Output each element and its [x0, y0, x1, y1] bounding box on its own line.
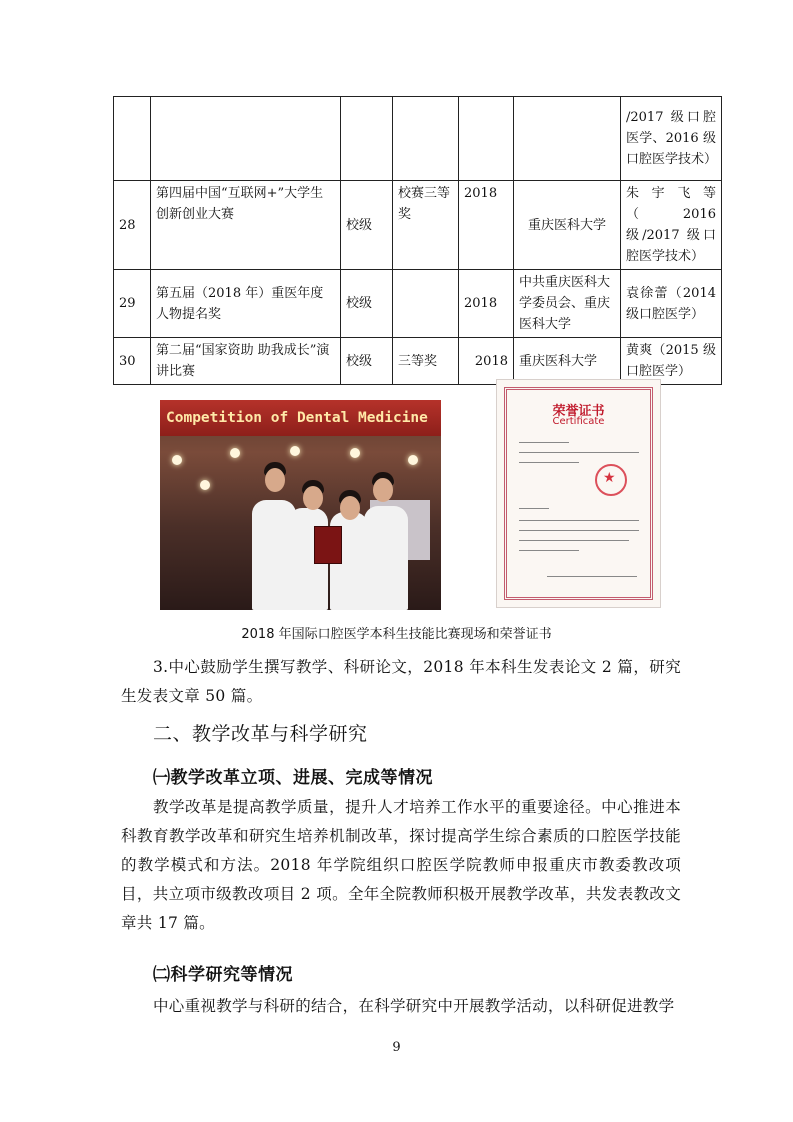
- cell-org: 中共重庆医科大学委员会、重庆医科大学: [514, 270, 621, 338]
- honor-certificate: 荣誉证书 Certificate ★: [496, 379, 661, 608]
- table-row: [114, 181, 722, 270]
- cell-year: 2018: [459, 338, 514, 385]
- cell-no: 29: [114, 270, 151, 338]
- cell-org: 重庆医科大学: [514, 181, 621, 270]
- award-booklet: [314, 526, 342, 564]
- awards-table: [113, 96, 722, 385]
- cell-no: [114, 97, 151, 181]
- paragraph: 3.中心鼓励学生撰写教学、科研论文，2018 年本科生发表论文 2 篇，研究生发表文章 50 篇。: [121, 658, 681, 705]
- table-row: [114, 270, 722, 338]
- subsection-heading: ㈡科学研究等情况: [153, 965, 293, 985]
- cell-no: 30: [114, 338, 151, 385]
- photo-banner: Competition of Dental Medicine: [160, 400, 441, 436]
- table-row: [114, 97, 722, 181]
- paragraph: 中心重视教学与科研的结合，在科学研究中开展教学活动，以科研促进教学: [153, 997, 675, 1015]
- cell-award: [393, 270, 459, 338]
- cell-org: [514, 97, 621, 181]
- cell-org: 重庆医科大学: [514, 338, 621, 385]
- cell-name: 第四届中国“互联网+”大学生创新创业大赛: [151, 181, 341, 270]
- figure-caption: 2018 年国际口腔医学本科生技能比赛现场和荣誉证书: [241, 627, 552, 642]
- cell-winner: 朱宇飞等（2016 级/2017 级口腔医学技术）: [621, 181, 722, 270]
- cell-level: 校级: [341, 338, 393, 385]
- cell-name: 第五届（2018 年）重医年度人物提名奖: [151, 270, 341, 338]
- cell-year: 2018: [459, 270, 514, 338]
- cell-winner: 黄爽（2015 级口腔医学）: [621, 338, 722, 385]
- cell-name: 第二届“国家资助 助我成长”演讲比赛: [151, 338, 341, 385]
- cell-year: 2018: [459, 181, 514, 270]
- cell-name: [151, 97, 341, 181]
- cell-winner: 袁徐蕾（2014 级口腔医学）: [621, 270, 722, 338]
- cell-level: 校级: [341, 270, 393, 338]
- subsection-heading: ㈠教学改革立项、进展、完成等情况: [153, 768, 433, 788]
- cell-award: 三等奖: [393, 338, 459, 385]
- certificate-title: 荣誉证书: [552, 404, 605, 419]
- section-heading: 二、教学改革与科学研究: [153, 723, 368, 745]
- competition-photo: [160, 400, 441, 610]
- paragraph: 教学改革是提高教学质量，提升人才培养工作水平的重要途径。中心推进本科教育教学改革和研究生培养机制改革，探讨提高学生综合素质的口腔医学技能的教学模式和方法。2018 年学院组织口腔医学院教师申报重庆市教委教改项目，共立项市级教改项目 2 项。全年全院教师积极开展教学改革，共发表教改文章共 17 篇。: [121, 798, 681, 932]
- certificate-subtitle: Certificate: [552, 416, 605, 427]
- page-number: 9: [392, 1040, 401, 1055]
- cell-no: 28: [114, 181, 151, 270]
- cell-level: 校级: [341, 181, 393, 270]
- cell-award: 校赛三等奖: [393, 181, 459, 270]
- table-row: [114, 338, 722, 385]
- cell-winner: /2017 级口腔医学、2016 级口腔医学技术）: [621, 97, 722, 181]
- cell-year: [459, 97, 514, 181]
- cell-level: [341, 97, 393, 181]
- cell-award: [393, 97, 459, 181]
